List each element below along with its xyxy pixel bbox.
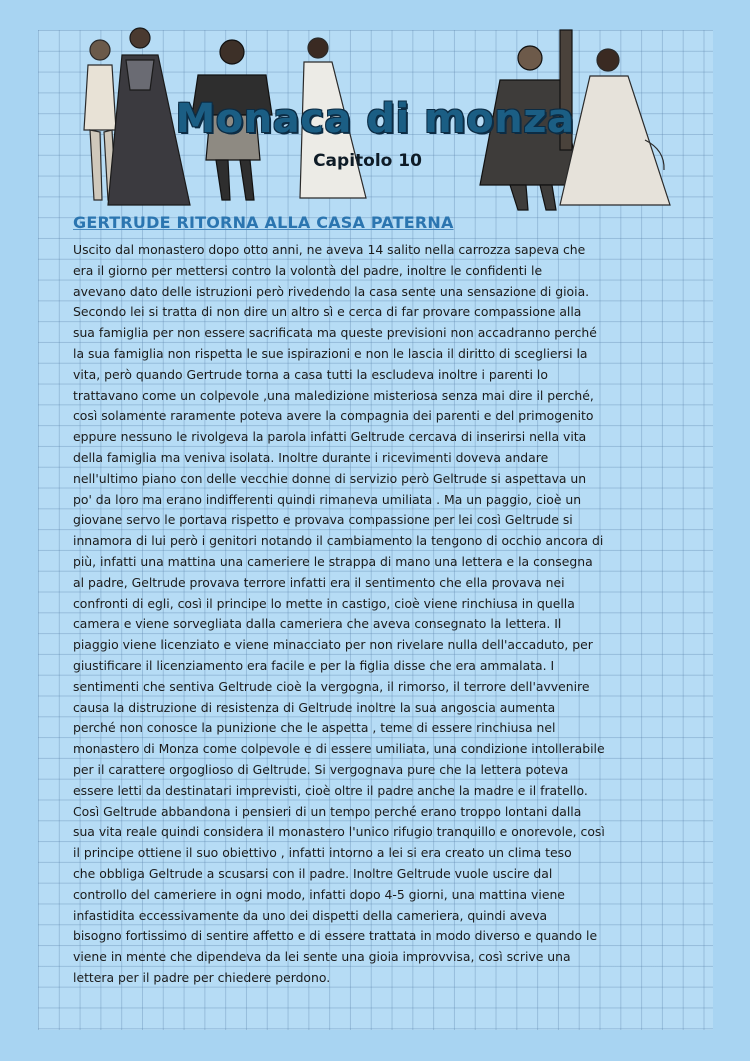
chapter-subtitle: Capitolo 10: [313, 151, 422, 171]
page-title: Monaca di monza: [175, 96, 575, 142]
body-paragraph: Uscito dal monastero dopo otto anni, ne aveva 14 salito nella carrozza sapeva che era il giorno per mettersi contro la volontà del padre, inoltre le confidenti le avevano dato delle istruzioni però rivedendo la casa sente una sensazione di gioia. Secondo lei si tratta di non dire un altro sì e cerca di far provare compassione alla sua famiglia per non essere sacrificata ma queste previsioni non accadranno perché la sua famiglia non rispetta le sue ispirazioni e non le lascia il diritto di scegliersi la vita, però quando Gertrude torna a casa tutti la escludeva inoltre i parenti lo trattavano come un colpevole ,una maledizione misteriosa senza mai dire il perché, così solamente raramente poteva avere la compagnia dei parenti e del primogenito eppure nessuno le rivolgeva la parola infatti Geltrude cercava di inserirsi nella vita della famiglia ma veniva isolata. Inoltre durante i ricevimenti doveva andare nell'ultimo piano con delle vecchie donne di servizio però Geltrude si aspettava un po' da loro ma erano indifferenti quindi rimaneva umiliata . Ma un paggio, cioè un giovane servo le portava rispetto e provava compassione per lei così Geltrude si innamora di lui però i genitori notando il cambiamento la tengono di occhio ancora di più, infatti una mattina una cameriere le strappa di mano una lettera e la consegna al padre, Geltrude provava terrore infatti era il sentimento che ella provava nei confronti di egli, così il principe lo mette in castigo, cioè viene rinchiusa in quella camera e viene sorvegliata dalla cameriera che aveva consegnato la lettera. Il piaggio viene licenziato e viene minacciato per non rivelare nulla dell'accaduto, per giustificare il licenziamento era facile e per la figlia disse che era ammalata. I sentimenti che sentiva Geltrude cioè la vergogna, il rimorso, il terrore dell'avvenire causa la distruzione di resistenza di Geltrude inoltre la sua angoscia aumenta perché non conosce la punizione che le aspetta , teme di essere rinchiusa nel monastero di Monza come colpevole e di essere umiliata, una condizione intollerabile per il carattere orgoglioso di Geltrude. Si vergognava pure che la lettera poteva essere letti da destinatari imprevisti, cioè oltre il padre anche la madre e il fratello. Così Geltrude abbandona i pensieri di un tempo perché erano troppo lontani dalla sua vita reale quindi considera il monastero l'unico rifugio tranquillo e onorevole, così il principe ottiene il suo obiettivo , infatti intorno a lei si era creato un clima teso che obbliga Geltrude a scusarsi con il padre. Inoltre Geltrude vuole uscire dal controllo del cameriere in ogni modo, infatti dopo 4-5 giorni, una mattina viene infastidita eccessivamente da uno dei dispetti della cameriera, quindi aveva bisogno fortissimo di sentire affetto e di essere trattata in modo diverso e quando le viene in mente che dipendeva da lei sente una gioia improvvisa, così scrive una lettera per il padre per chiedere perdono.: [73, 242, 605, 985]
section-heading: GERTRUDE RITORNA ALLA CASA PATERNA: [73, 213, 454, 232]
